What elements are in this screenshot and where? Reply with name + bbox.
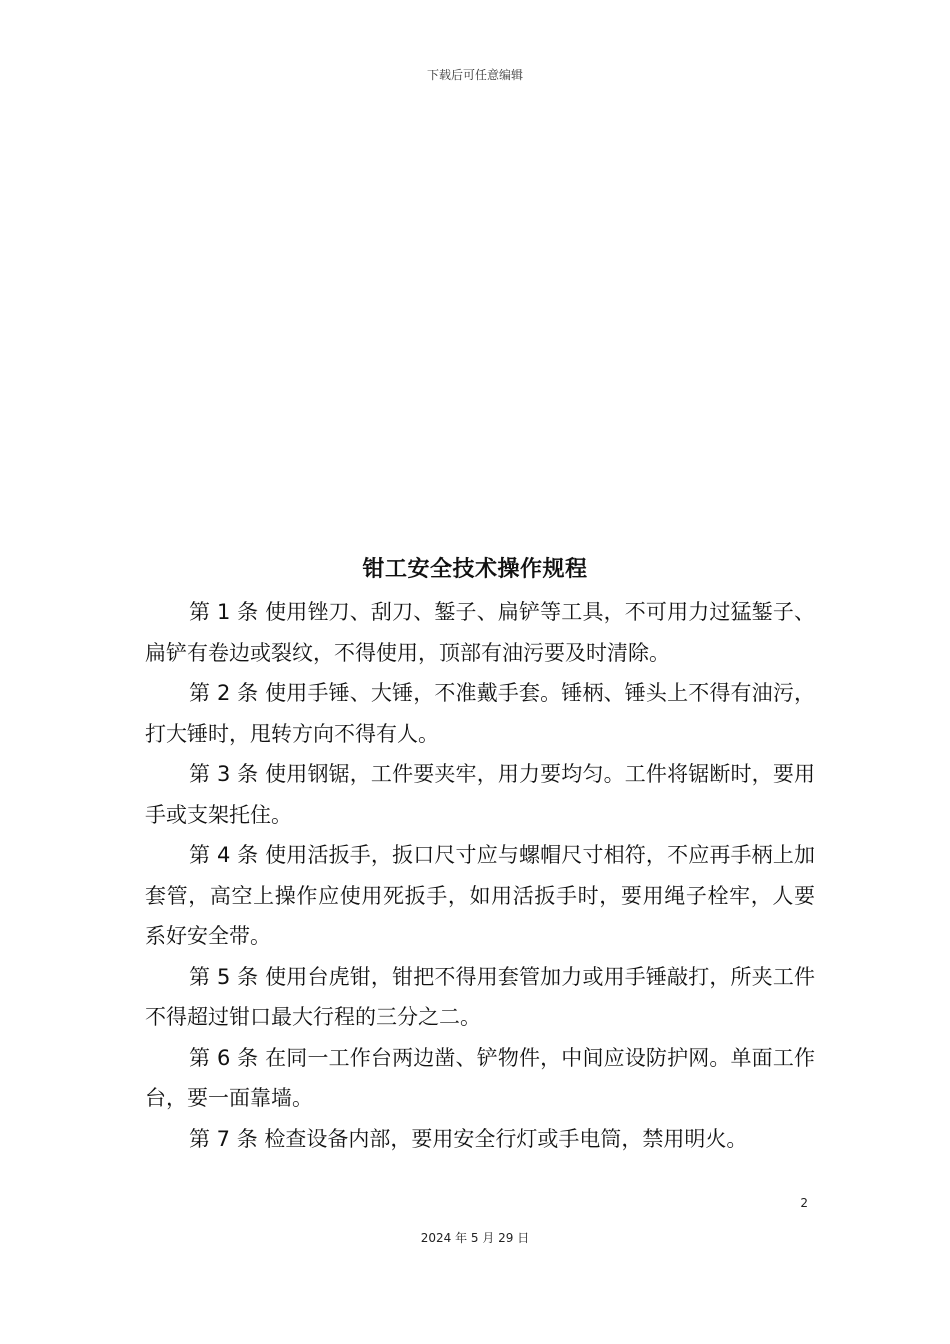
document-body <box>145 592 815 1159</box>
article-2: 第 2 条 使用手锤、大锤，不准戴手套。锤柄、锤头上不得有油污，打大锤时，甩转方向不得有人。 <box>145 681 815 746</box>
article-4: 第 4 条 使用活扳手，扳口尺寸应与螺帽尺寸相符，不应再手柄上加套管，高空上操作应使用死扳手，如用活扳手时，要用绳子栓牢，人要系好安全带。 <box>145 843 815 948</box>
header-note: 下载后可任意编辑 <box>426 68 523 82</box>
article-1: 第 1 条 使用锉刀、刮刀、錾子、扁铲等工具，不可用力过猛錾子、扁铲有卷边或裂纹，不得使用，顶部有油污要及时清除。 <box>145 600 815 665</box>
article-5: 第 5 条 使用台虎钳，钳把不得用套管加力或用手锤敲打，所夹工件不得超过钳口最大行程的三分之二。 <box>145 964 815 1029</box>
footer-date: 2024 年 5 月 29 日 <box>420 1231 530 1245</box>
article-7: 第 7 条 检查设备内部，要用安全行灯或手电筒，禁用明火。 <box>189 1126 748 1151</box>
article-3: 第 3 条 使用钢锯，工件要夹牢，用力要均匀。工件将锯断时，要用手或支架托住。 <box>145 762 815 827</box>
page-number: 2 <box>800 1196 808 1210</box>
document-title: 钳工安全技术操作规程 <box>362 557 588 582</box>
article-6: 第 6 条 在同一工作台两边凿、铲物件，中间应设防护网。单面工作台，要一面靠墙。 <box>145 1045 815 1110</box>
